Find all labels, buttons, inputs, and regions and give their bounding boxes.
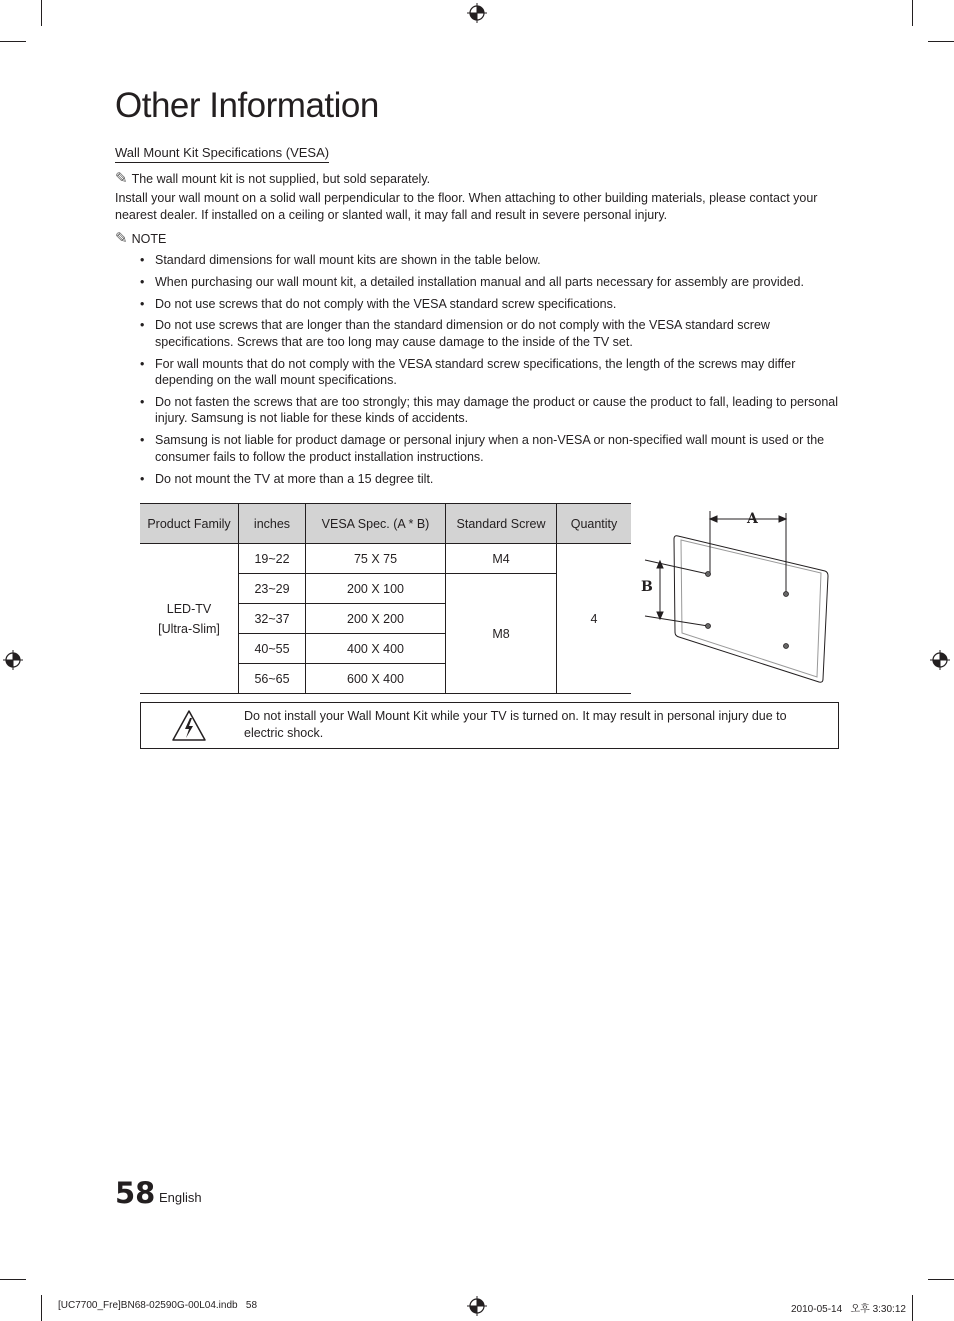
dimension-label-a: A <box>747 511 758 527</box>
vesa-spec-table <box>140 503 631 694</box>
page-language: English <box>159 1190 202 1205</box>
crop-mark <box>0 41 26 42</box>
list-item: • Do not fasten the screws that are too strongly; this may damage the product or cause the product to fall, leading to personal injury. Samsung is not liable for these kinds of accidents. <box>139 394 841 427</box>
inches-cell: 19~22 <box>239 544 306 574</box>
note-intro-text: The wall mount kit is not supplied, but sold separately. <box>131 172 431 186</box>
crop-mark <box>41 0 42 26</box>
install-paragraph: Install your wall mount on a solid wall perpendicular to the floor. When attaching to other building materials, please contact your nearest dealer. If installed on a ceiling or slanted wall, it may fall and result in severe personal injury. <box>115 191 818 222</box>
electric-shock-warning-icon <box>171 709 207 742</box>
registration-mark-icon <box>3 650 23 670</box>
product-family-line: LED-TV <box>166 601 212 616</box>
column-header: Quantity <box>557 504 632 544</box>
crop-mark <box>912 0 913 26</box>
registration-mark-icon <box>467 1296 487 1316</box>
list-item: • Do not use screws that do not comply with the VESA standard screw specifications. <box>139 296 841 313</box>
warning-text: Do not install your Wall Mount Kit while your TV is turned on. It may result in personal injury due to electric shock. <box>244 709 787 740</box>
note-label: NOTE <box>131 232 167 246</box>
vesa-cell: 75 X 75 <box>306 544 446 574</box>
inches-cell: 23~29 <box>239 574 306 604</box>
crop-mark <box>41 1295 42 1321</box>
inches-cell: 32~37 <box>239 604 306 634</box>
vesa-cell: 400 X 400 <box>306 634 446 664</box>
column-header: inches <box>239 504 306 544</box>
product-family-cell <box>140 544 239 694</box>
crop-mark <box>928 1279 954 1280</box>
crop-mark <box>912 1295 913 1321</box>
warning-box <box>140 702 839 749</box>
screw-cell: M8 <box>446 574 557 694</box>
registration-mark-icon <box>930 650 950 670</box>
page-number: 58 <box>115 1176 156 1210</box>
print-slug-date: 2010-05-14 오후 3:30:12 <box>791 1304 906 1315</box>
page-title: Other Information <box>115 86 379 125</box>
screw-cell: M4 <box>446 544 557 574</box>
list-item: • For wall mounts that do not comply with the VESA standard screw specifications, the length of the screws may differ depending on the wall mount specifications. <box>139 356 841 389</box>
list-item: • Standard dimensions for wall mount kits are shown in the table below. <box>139 252 841 269</box>
inches-cell: 40~55 <box>239 634 306 664</box>
dimension-label-b: B <box>641 579 653 595</box>
section-heading: Wall Mount Kit Specifications (VESA) <box>115 145 329 163</box>
product-family-line: [Ultra-Slim] <box>158 621 220 636</box>
print-slug-file: [UC7700_Fre]BN68-02590G-00L04.indb 58 <box>58 1300 258 1311</box>
list-item: • When purchasing our wall mount kit, a detailed installation manual and all parts necessary for assembly are provided. <box>139 274 841 291</box>
column-header: Product Family <box>140 504 239 544</box>
vesa-cell: 200 X 100 <box>306 574 446 604</box>
notes-list <box>139 252 841 492</box>
list-item: • Do not use screws that are longer than the standard dimension or do not comply with the VESA standard screw specifications. Screws that are too long may cause damage to the inside of the TV set. <box>139 317 841 350</box>
vesa-cell: 200 X 200 <box>306 604 446 634</box>
column-header: Standard Screw <box>446 504 557 544</box>
quantity-cell: 4 <box>557 544 632 694</box>
pencil-note-icon: ✎ <box>115 229 128 247</box>
column-header: VESA Spec. (A * B) <box>306 504 446 544</box>
crop-mark <box>928 41 954 42</box>
list-item: • Samsung is not liable for product damage or personal injury when a non-VESA or non-specified wall mount is used or the consumer fails to follow the product installation instructions. <box>139 432 841 465</box>
crop-mark <box>0 1279 26 1280</box>
pencil-note-icon: ✎ <box>115 169 128 187</box>
note-header <box>115 230 166 248</box>
inches-cell: 56~65 <box>239 664 306 694</box>
vesa-cell: 600 X 400 <box>306 664 446 694</box>
registration-mark-icon <box>467 3 487 23</box>
tv-mount-diagram <box>635 503 835 688</box>
list-item: • Do not mount the TV at more than a 15 degree tilt. <box>139 471 841 488</box>
note-intro <box>115 170 835 188</box>
table-row <box>140 544 631 574</box>
